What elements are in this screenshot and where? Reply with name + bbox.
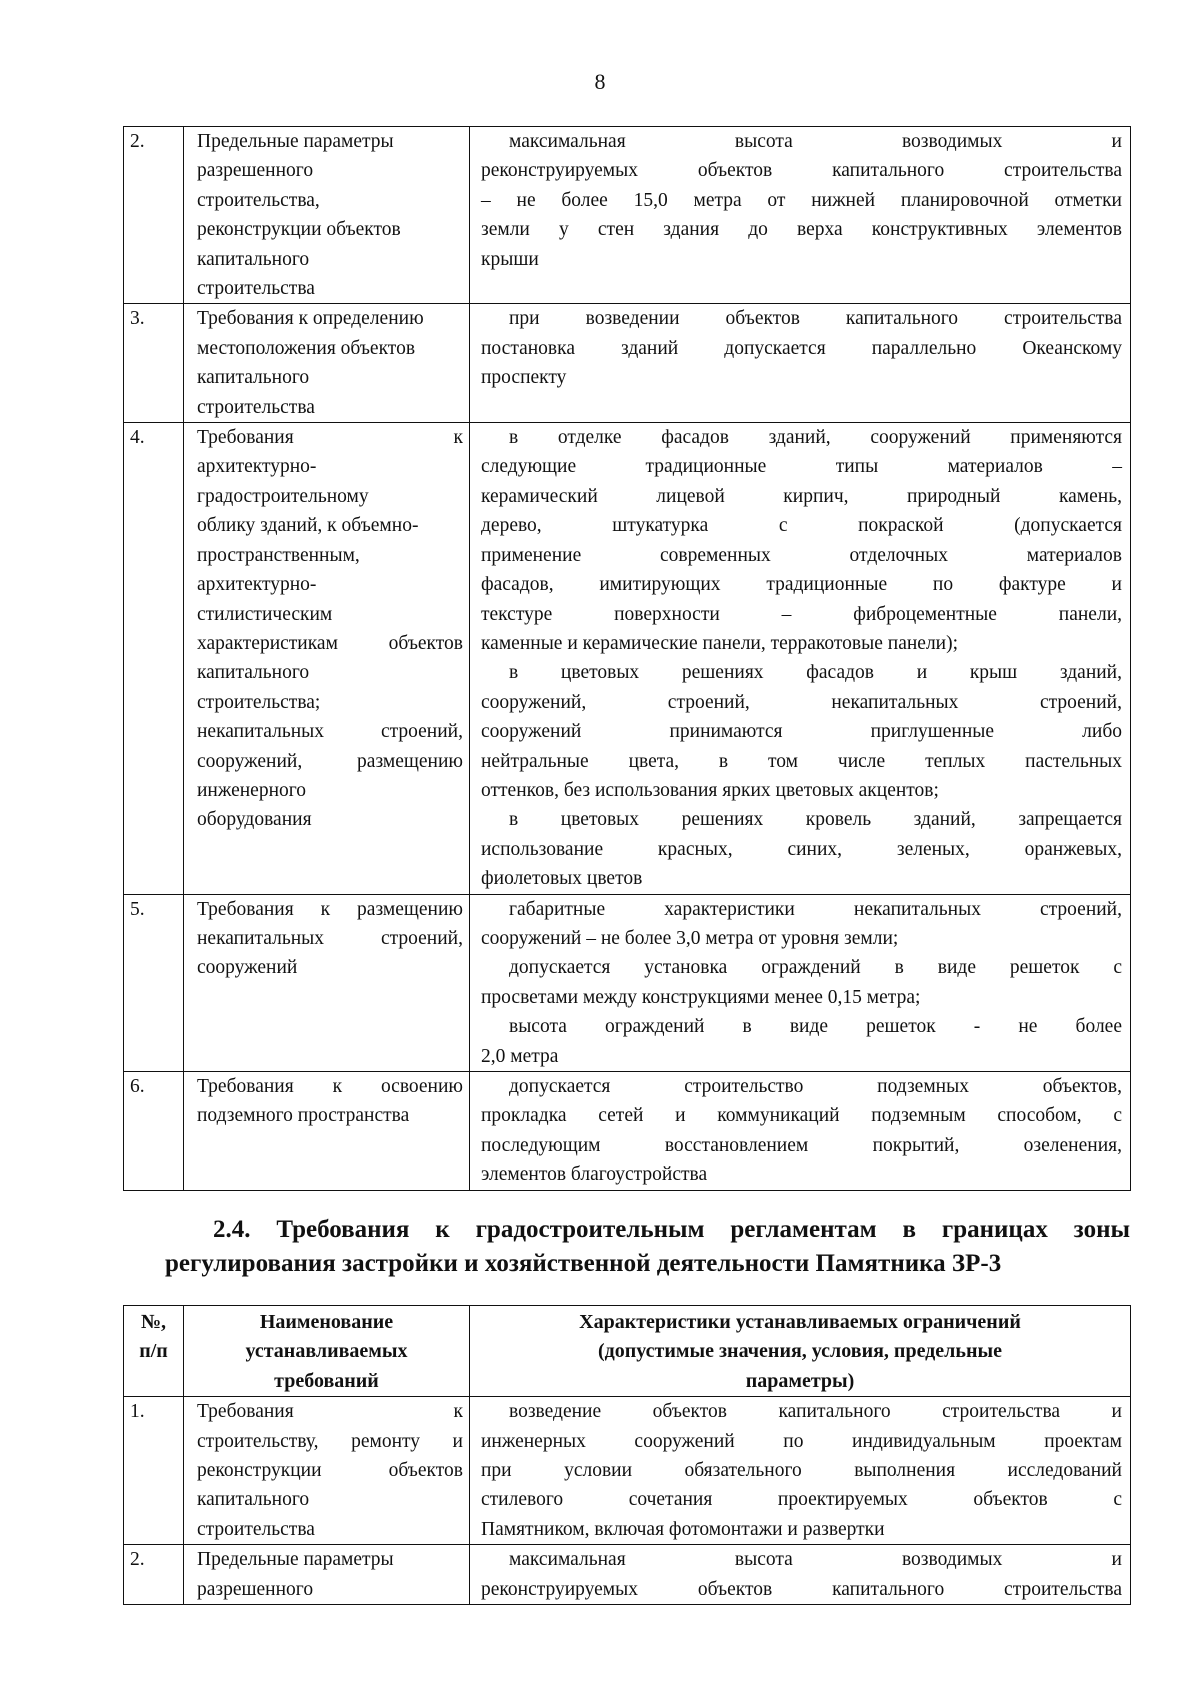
restriction-value: максимальная высота возводимых и реконструируемых объектов капитального строительства – не более 15,0 метра от нижней планировочной отметки земли у стен здания до верха конструктивных элементов крыши bbox=[470, 127, 1131, 304]
row-number: 4. bbox=[124, 423, 184, 895]
table-header-row bbox=[124, 1306, 1131, 1397]
restriction-value: в отделке фасадов зданий, сооружений применяются следующие традиционные типы материалов – керамический лицевой кирпич, природный камень, дерево, штукатурка с покраской (допускается применение современных отделочных материалов фасадов, имитирующих традиционные по фактуре и текстуре поверхности – фиброцементные панели, каменные и керамические панели, терракотовые панели); в цветовых решениях фасадов и крыш зданий, сооружений, строений, некапитальных строений, сооружений принимаются приглушенные либо нейтральные цвета, в том числе теплых пастельных оттенков, без использования ярких цветовых акцентов; в цветовых решениях кровель зданий, запрещается использование красных, синих, зеленых, оранжевых, фиолетовых цветов bbox=[470, 423, 1131, 895]
header-requirement: Наименование устанавливаемых требований bbox=[184, 1306, 470, 1397]
heading-line-2: регулирования застройки и хозяйственной деятельности Памятника ЗР-3 bbox=[165, 1250, 1002, 1277]
row-number: 1. bbox=[124, 1397, 184, 1545]
heading-line-1: 2.4. Требования к градостроительным регламентам в границах зоны bbox=[213, 1216, 1130, 1243]
page-number: 8 bbox=[594, 69, 606, 94]
row-number: 5. bbox=[124, 894, 184, 1071]
requirement-name: Требования к архитектурно- градостроительному облику зданий, к объемно- пространственным, архитектурно- стилистическим характеристикам объектов капитального строительства; некапитальных строений, сооружений, размещению инженерного оборудования bbox=[184, 423, 470, 895]
row-number: 2. bbox=[124, 1545, 184, 1605]
header-number: №, п/п bbox=[124, 1306, 184, 1397]
table-row bbox=[124, 894, 1131, 1071]
restriction-value: допускается строительство подземных объектов, прокладка сетей и коммуникаций подземным способом, с последующим восстановлением покрытий, озеленения, элементов благоустройства bbox=[470, 1072, 1131, 1191]
regulations-table-continued bbox=[123, 126, 1131, 1191]
requirement-name: Требования к строительству, ремонту и реконструкции объектов капитального строительства bbox=[184, 1397, 470, 1545]
requirement-name: Требования к определению местоположения объектов капитального строительства bbox=[184, 304, 470, 423]
row-number: 6. bbox=[124, 1072, 184, 1191]
row-number: 2. bbox=[124, 127, 184, 304]
requirement-name: Предельные параметры разрешенного bbox=[184, 1545, 470, 1605]
zr3-regulations-table bbox=[123, 1305, 1131, 1605]
section-heading bbox=[165, 1213, 1130, 1281]
table-row bbox=[124, 1397, 1131, 1545]
header-characteristics: Характеристики устанавливаемых ограничений (допустимые значения, условия, предельные параметры) bbox=[470, 1306, 1131, 1397]
restriction-value: максимальная высота возводимых и реконструируемых объектов капитального строительства bbox=[470, 1545, 1131, 1605]
row-number: 3. bbox=[124, 304, 184, 423]
table-row bbox=[124, 1072, 1131, 1191]
restriction-value: при возведении объектов капитального строительства постановка зданий допускается параллельно Океанскому проспекту bbox=[470, 304, 1131, 423]
requirement-name: Требования к освоению подземного пространства bbox=[184, 1072, 470, 1191]
requirement-name: Предельные параметры разрешенного строительства, реконструкции объектов капитального строительства bbox=[184, 127, 470, 304]
table-row bbox=[124, 127, 1131, 304]
table-row bbox=[124, 1545, 1131, 1605]
restriction-value: габаритные характеристики некапитальных строений, сооружений – не более 3,0 метра от уровня земли; допускается установка ограждений в виде решеток с просветами между конструкциями менее 0,15 метра; высота ограждений в виде решеток - не более 2,0 метра bbox=[470, 894, 1131, 1071]
requirement-name: Требования к размещению некапитальных строений, сооружений bbox=[184, 894, 470, 1071]
restriction-value: возведение объектов капитального строительства и инженерных сооружений по индивидуальным проектам при условии обязательного выполнения исследований стилевого сочетания проектируемых объектов с Памятником, включая фотомонтажи и развертки bbox=[470, 1397, 1131, 1545]
table-row bbox=[124, 304, 1131, 423]
table-row bbox=[124, 423, 1131, 895]
